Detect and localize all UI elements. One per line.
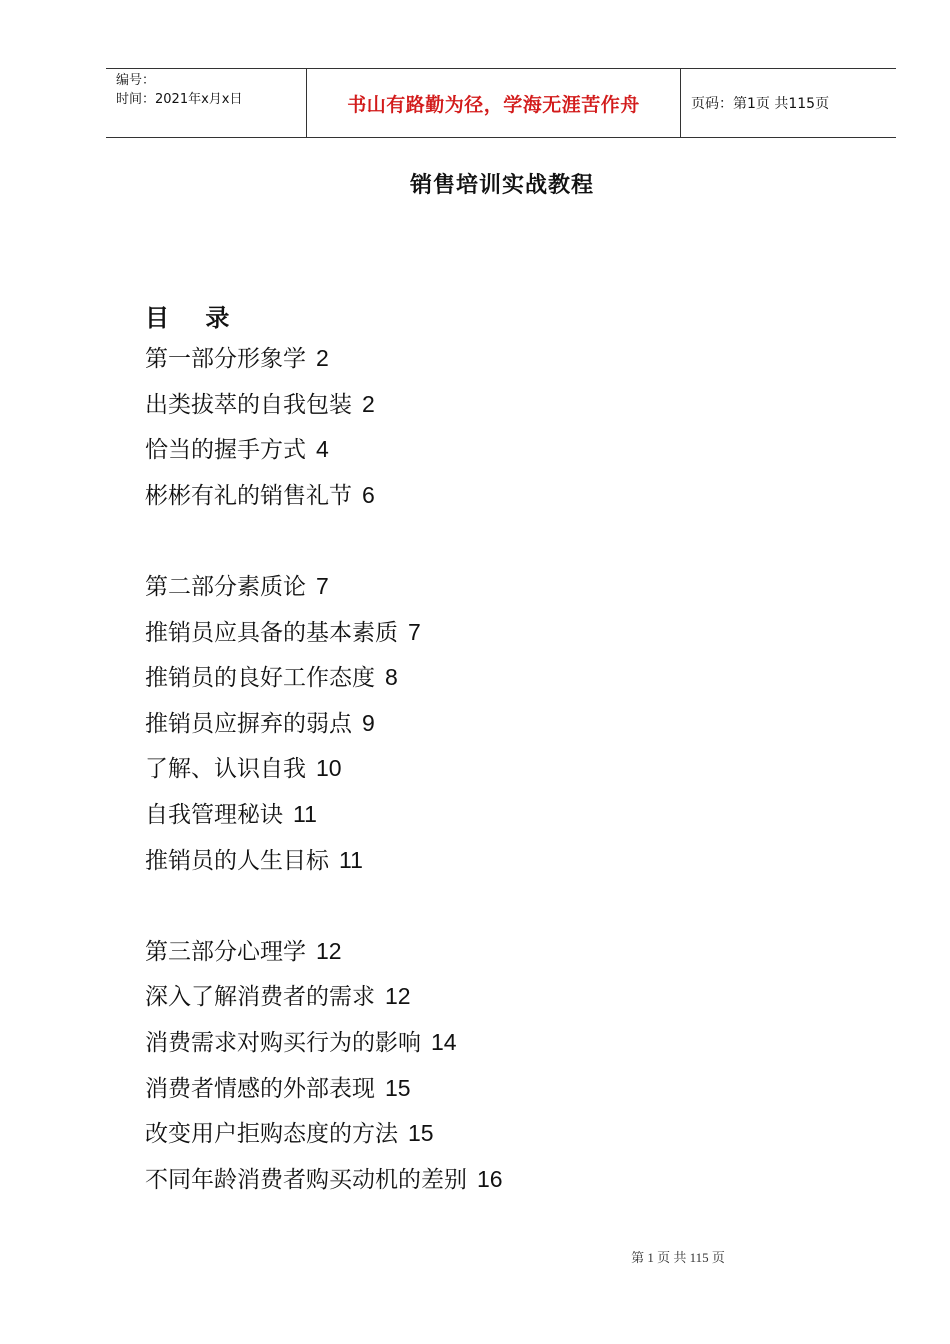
toc-item[interactable] [145, 1024, 845, 1070]
table-of-contents [145, 340, 845, 1206]
toc-item[interactable] [145, 340, 845, 386]
toc-item-title: 推销员应具备的基本素质 [145, 619, 398, 646]
toc-item-title: 推销员应摒弃的弱点 [145, 710, 352, 737]
toc-item-title: 第三部分心理学 [145, 938, 306, 965]
toc-item-page: 9 [362, 709, 375, 736]
toc-item-title: 不同年龄消费者购买动机的差别 [145, 1166, 467, 1193]
toc-section-gap [145, 887, 845, 933]
toc-item[interactable] [145, 1115, 845, 1161]
page-footer: 第 1 页 共 115 页 [631, 1250, 725, 1265]
toc-item-page: 2 [316, 345, 329, 371]
toc-item[interactable] [145, 750, 845, 796]
toc-item-title: 第二部分素质论 [145, 573, 306, 600]
toc-item-page: 12 [316, 937, 342, 964]
toc-item-title: 消费需求对购买行为的影响 [145, 1029, 421, 1056]
toc-item[interactable] [145, 659, 845, 705]
toc-item-page: 7 [316, 572, 329, 599]
toc-item[interactable] [145, 796, 845, 842]
toc-item-page: 6 [362, 481, 375, 508]
toc-item[interactable] [145, 431, 845, 477]
toc-item[interactable] [145, 842, 845, 888]
page-header [106, 68, 896, 138]
toc-item-page: 15 [408, 1120, 434, 1147]
toc-item-title: 恰当的握手方式 [145, 437, 306, 464]
header-motto [307, 69, 681, 137]
toc-item-page: 11 [293, 800, 317, 827]
document-title: 销售培训实战教程 [409, 173, 594, 198]
toc-item-page: 14 [431, 1028, 457, 1055]
toc-item-title: 出类拔萃的自我包装 [145, 391, 352, 418]
toc-item[interactable] [145, 477, 845, 523]
toc-item-page: 12 [385, 983, 411, 1010]
toc-item[interactable] [145, 614, 845, 660]
toc-item-title: 消费者情感的外部表现 [145, 1075, 375, 1102]
toc-item-title: 深入了解消费者的需求 [145, 984, 375, 1011]
toc-item-page: 4 [316, 436, 329, 463]
header-page-info [681, 69, 896, 137]
header-meta [106, 69, 307, 137]
motto-text: 书山有路勤为径，学海无涯苦作舟 [347, 93, 640, 116]
toc-item-title: 推销员的人生目标 [145, 847, 329, 874]
toc-section-gap [145, 522, 845, 568]
toc-item[interactable] [145, 978, 845, 1024]
date-line: 时间：2021年x月x日 [116, 92, 243, 107]
toc-item-title: 推销员的良好工作态度 [145, 665, 375, 692]
toc-item-title: 改变用户拒购态度的方法 [145, 1121, 398, 1148]
toc-item[interactable] [145, 705, 845, 751]
toc-item-page: 7 [408, 618, 421, 645]
toc-item-page: 15 [385, 1074, 411, 1101]
toc-heading: 目 录 [145, 304, 244, 332]
toc-item-page: 11 [339, 846, 363, 873]
toc-item-title: 自我管理秘诀 [145, 801, 283, 828]
page-info-text: 页码：第1页 共115页 [691, 96, 830, 112]
toc-item[interactable] [145, 933, 845, 979]
toc-item-title: 第一部分形象学 [145, 346, 306, 372]
number-label: 编号： [116, 73, 156, 88]
toc-item-page: 16 [477, 1165, 503, 1192]
toc-item[interactable] [145, 568, 845, 614]
toc-item-title: 了解、认识自我 [145, 756, 306, 783]
toc-item[interactable] [145, 1070, 845, 1116]
toc-item[interactable] [145, 386, 845, 432]
toc-item-page: 2 [362, 390, 375, 417]
toc-item-title: 彬彬有礼的销售礼节 [145, 482, 352, 509]
toc-item-page: 8 [385, 664, 398, 691]
toc-item[interactable] [145, 1161, 845, 1207]
toc-item-page: 10 [316, 755, 342, 782]
